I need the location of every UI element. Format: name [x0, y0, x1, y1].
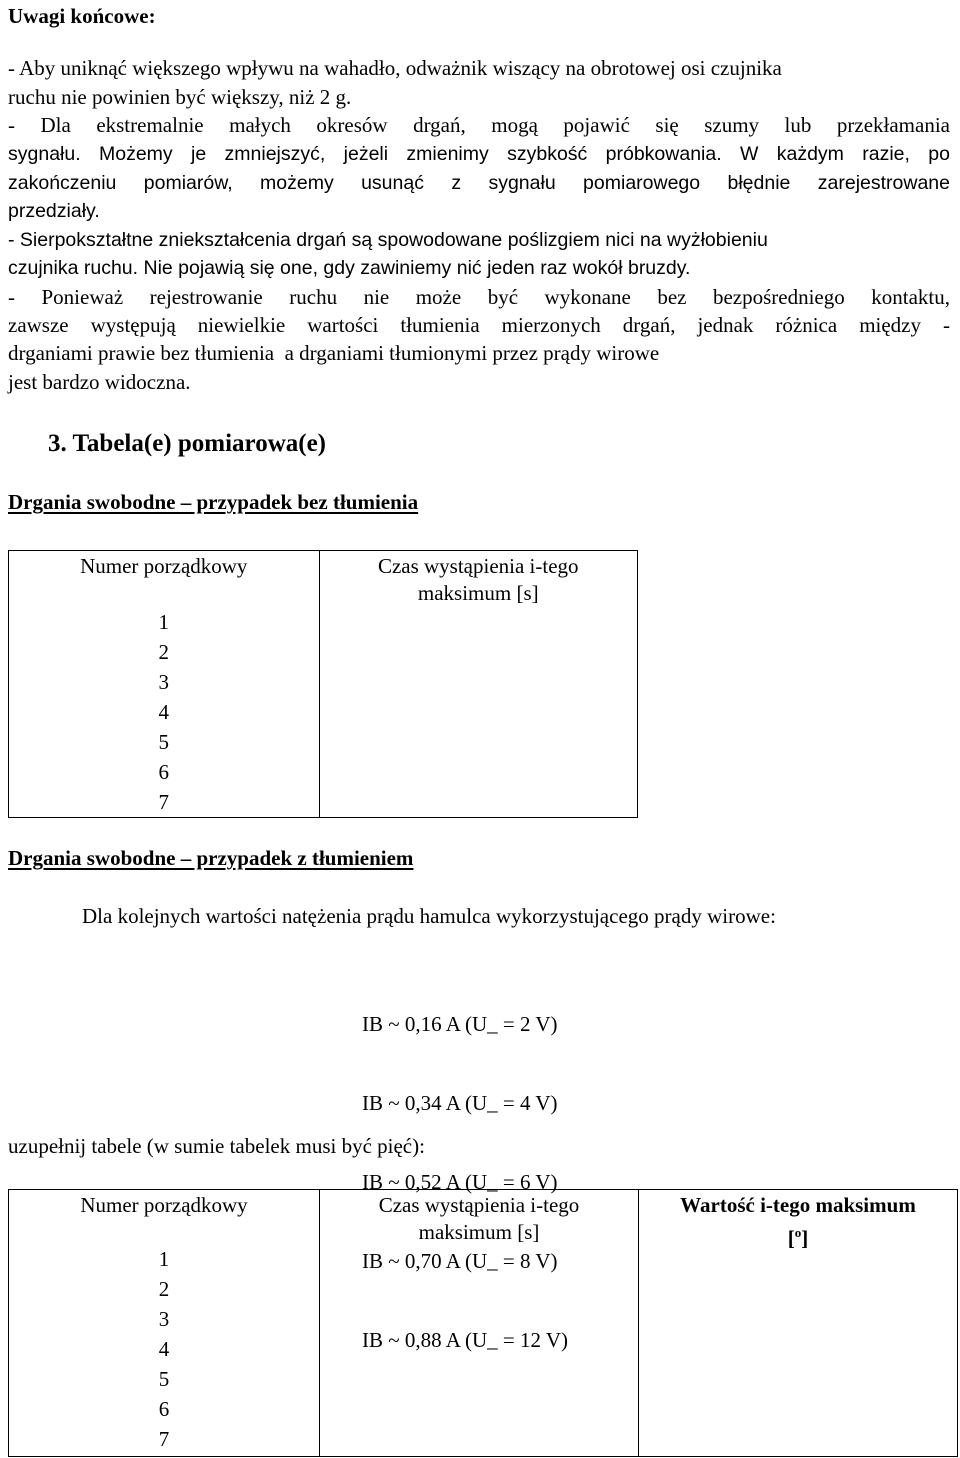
- degree-symbol: o: [794, 1225, 802, 1240]
- current-item: IB ~ 0,70 A (U_ = 8 V): [362, 1249, 558, 1273]
- intro-text: Dla kolejnych wartości natężenia prądu hamulca wykorzystującego prądy wirowe:: [82, 904, 776, 928]
- row-number: 2: [158, 640, 169, 664]
- current-item: IB ~ 0,34 A (U_ = 4 V): [362, 1091, 558, 1115]
- table-undamped: [8, 550, 638, 818]
- subsection-undamped-title: Drgania swobodne – przypadek bez tłumienia: [8, 490, 419, 514]
- col-header-amplitude-line2: [639, 1219, 957, 1252]
- current-item: IB ~ 0,16 A (U_ = 2 V): [362, 1012, 558, 1036]
- col-header-time-line2: maksimum [s]: [418, 1220, 540, 1244]
- current-item: IB ~ 0,88 A (U_ = 12 V): [362, 1328, 568, 1352]
- row-number: 3: [158, 670, 169, 694]
- table-damped-col-time: [320, 1190, 639, 1457]
- col-header-time-line1: Czas wystąpienia i-tego: [377, 554, 579, 578]
- col-header-number: Numer porządkowy: [80, 554, 248, 578]
- row-number: 1: [158, 1247, 170, 1271]
- bracket-close: ]: [801, 1226, 809, 1250]
- row-number: 5: [158, 730, 169, 754]
- row-number: 4: [158, 1337, 170, 1361]
- row-number: 5: [158, 1367, 170, 1391]
- row-number: 2: [158, 1277, 170, 1301]
- bracket-open: [: [787, 1226, 795, 1250]
- table-damped-col-number: [9, 1190, 320, 1457]
- table-damped: [8, 1189, 958, 1457]
- note-line: - Dla ekstremalnie małych okresów drgań, mogą pojawić się szumy lub przekłamania: [8, 113, 950, 137]
- note-line: drganiami prawie bez tłumienia a drganiami tłumionymi przez prądy wirowe: [8, 341, 660, 365]
- row-numbers: [9, 607, 319, 817]
- row-number: 7: [158, 1427, 170, 1451]
- col-header-amplitude-line1: Wartość i-tego maksimum: [680, 1193, 916, 1217]
- note-line: - Ponieważ rejestrowanie ruchu nie może być wykonane bez bezpośredniego kontaktu,: [8, 285, 950, 309]
- note-line: - Aby uniknąć większego wpływu na wahadło, odważnik wiszący na obrotowej osi czujnika: [8, 56, 782, 80]
- col-header-time-line1: Czas wystąpienia i-tego: [378, 1193, 580, 1217]
- table-damped-col-amplitude: [639, 1190, 958, 1457]
- current-item: IB ~ 0,52 A (U_ = 6 V): [362, 1170, 558, 1194]
- row-numbers: [9, 1244, 319, 1454]
- row-number: 6: [158, 1397, 170, 1421]
- note-line: jest bardzo widoczna.: [8, 370, 191, 394]
- subsection-damped-title: Drgania swobodne – przypadek z tłumieniem: [8, 846, 414, 870]
- col-header-amplitude: [639, 1190, 957, 1252]
- row-number: 3: [158, 1307, 170, 1331]
- table-undamped-col-number: [9, 551, 320, 818]
- note-line: zakończeniu pomiarów, możemy usunąć z sygnału pomiarowego błędnie zarejestrowane: [8, 172, 950, 194]
- col-header-time: [320, 551, 638, 607]
- row-number: 7: [158, 790, 169, 814]
- note-line: - Sierpokształtne zniekształcenia drgań są spowodowane poślizgiem nici na wyżłobieniu: [8, 229, 768, 251]
- note-line: sygnału. Możemy je zmniejszyć, jeżeli zmienimy szybkość próbkowania. W każdym razie, po: [8, 143, 950, 165]
- col-header-time-line2: maksimum [s]: [417, 581, 539, 605]
- section-title: 3. Tabela(e) pomiarowa(e): [48, 430, 326, 457]
- note-line: czujnika ruchu. Nie pojawią się one, gdy zawiniemy nić jeden raz wokół bruzdy.: [8, 257, 691, 279]
- notes-heading: Uwagi końcowe:: [8, 4, 156, 28]
- row-number: 4: [158, 700, 169, 724]
- table-undamped-col-time: [319, 551, 638, 818]
- row-number: 1: [158, 610, 169, 634]
- instruction-text: uzupełnij tabele (w sumie tabelek musi być pięć):: [8, 1134, 425, 1158]
- note-line: ruchu nie powinien być większy, niż 2 g.: [8, 85, 352, 109]
- row-number: 6: [158, 760, 169, 784]
- note-line: zawsze występują niewielkie wartości tłumienia mierzonych drgań, jednak różnica między -: [8, 313, 950, 337]
- col-header-time: [320, 1190, 638, 1246]
- note-line: przedziały.: [8, 200, 100, 222]
- col-header-number: Numer porządkowy: [80, 1193, 248, 1217]
